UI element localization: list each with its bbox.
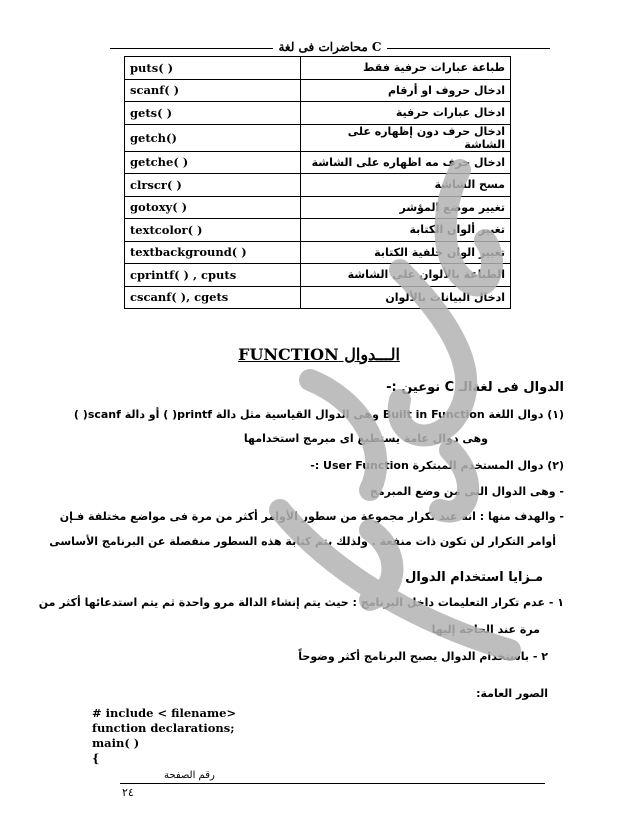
function-row bbox=[125, 57, 511, 80]
user-function-heading: (٢) دوال المستخدم المبتكرة User Function :- bbox=[310, 459, 564, 472]
function-name: puts( ) bbox=[125, 57, 301, 80]
function-name: textbackground( ) bbox=[125, 241, 301, 264]
function-description: تغيير الوان خلفية الكتابة bbox=[301, 241, 511, 264]
builtin-line-2: وهى دوال عامة يستطيع اى مبرمج استخدامها bbox=[243, 432, 488, 445]
functions-table bbox=[124, 56, 511, 309]
function-name: gotoxy( ) bbox=[125, 196, 301, 219]
general-form-label: الصور العامة: bbox=[476, 687, 548, 700]
function-row bbox=[125, 124, 511, 151]
function-row bbox=[125, 241, 511, 264]
function-name: getche( ) bbox=[125, 151, 301, 174]
section-title: الـــدوال FUNCTION bbox=[238, 345, 400, 364]
function-row bbox=[125, 174, 511, 197]
function-name: textcolor( ) bbox=[125, 219, 301, 242]
footer-label: رقم الصفحة bbox=[160, 770, 219, 781]
function-description: ادخال حرف مه اظهاره على الشاشة bbox=[301, 151, 511, 174]
function-row bbox=[125, 79, 511, 102]
function-name: gets( ) bbox=[125, 102, 301, 125]
function-description: طباعة عبارات حرفية فقط bbox=[301, 57, 511, 80]
function-row bbox=[125, 286, 511, 309]
advantage-1a: ١ - عدم تكرار التعليمات داخل البرنامج : حيث يتم إنشاء الدالة مرو واحدة ثم يتم استدعائها أكثر من bbox=[38, 596, 564, 609]
page-header bbox=[110, 34, 550, 54]
function-description: تغيير موضع المؤشر bbox=[301, 196, 511, 219]
function-row bbox=[125, 151, 511, 174]
code-line: { bbox=[92, 751, 100, 765]
function-description: ادخال حروف او أرقام bbox=[301, 79, 511, 102]
user-function-bullet-1: - وهى الدوال التى من وضع المبرمج bbox=[369, 485, 564, 498]
function-name: cprintf( ) , cputs bbox=[125, 264, 301, 287]
header-title: محاضرات فى لغة C bbox=[273, 40, 388, 54]
user-function-bullet-2a: - والهدف منها : انه عند تكرار مجموعة من سطور الأوامر أكثر من مرة فى مواضع مختلفة فـإن bbox=[59, 510, 564, 523]
function-name: getch() bbox=[125, 124, 301, 151]
code-line: function declarations; bbox=[92, 721, 235, 735]
function-row bbox=[125, 196, 511, 219]
code-block bbox=[92, 706, 236, 766]
function-row bbox=[125, 219, 511, 242]
function-row bbox=[125, 264, 511, 287]
function-description: مسح الشاشة bbox=[301, 174, 511, 197]
function-row bbox=[125, 102, 511, 125]
function-description: تغيير ألوان الكتابة bbox=[301, 219, 511, 242]
code-line: # include < filename> bbox=[92, 706, 237, 720]
user-function-bullet-2b: أوامر التكرار لن تكون ذات منفعة . ولذلك يتم كتابة هذه السطور منفصلة عن البرنامج الأساسى bbox=[49, 535, 556, 548]
function-description: ادخال البيانات بالألوان bbox=[301, 286, 511, 309]
page-number: ٢٤ bbox=[122, 786, 134, 799]
advantage-1b: مرة عند الحاجة إليها bbox=[431, 623, 540, 636]
advantages-heading: مـزايا استخدام الدوال bbox=[405, 570, 543, 585]
function-name: scanf( ) bbox=[125, 79, 301, 102]
advantage-2: ٢ - باستخدام الدوال يصبح البرنامج أكثر وضوحاً bbox=[298, 650, 548, 663]
builtin-line-1: (١) دوال اللغة Built in Function وهى الدوال القياسية مثل دالة printf( ) أو دالة scanf( ) bbox=[73, 408, 564, 421]
function-description: الطباعة بالألوان على الشاشة bbox=[301, 264, 511, 287]
function-description: ادخال حرف دون إظهاره على الشاشة bbox=[301, 124, 511, 151]
functions-intro: الدوال فى لغةالـ C نوعين :- bbox=[386, 380, 564, 395]
function-name: clrscr( ) bbox=[125, 174, 301, 197]
function-name: cscanf( ), cgets bbox=[125, 286, 301, 309]
function-description: ادخال عبارات حرفية bbox=[301, 102, 511, 125]
code-line: main( ) bbox=[92, 736, 140, 750]
